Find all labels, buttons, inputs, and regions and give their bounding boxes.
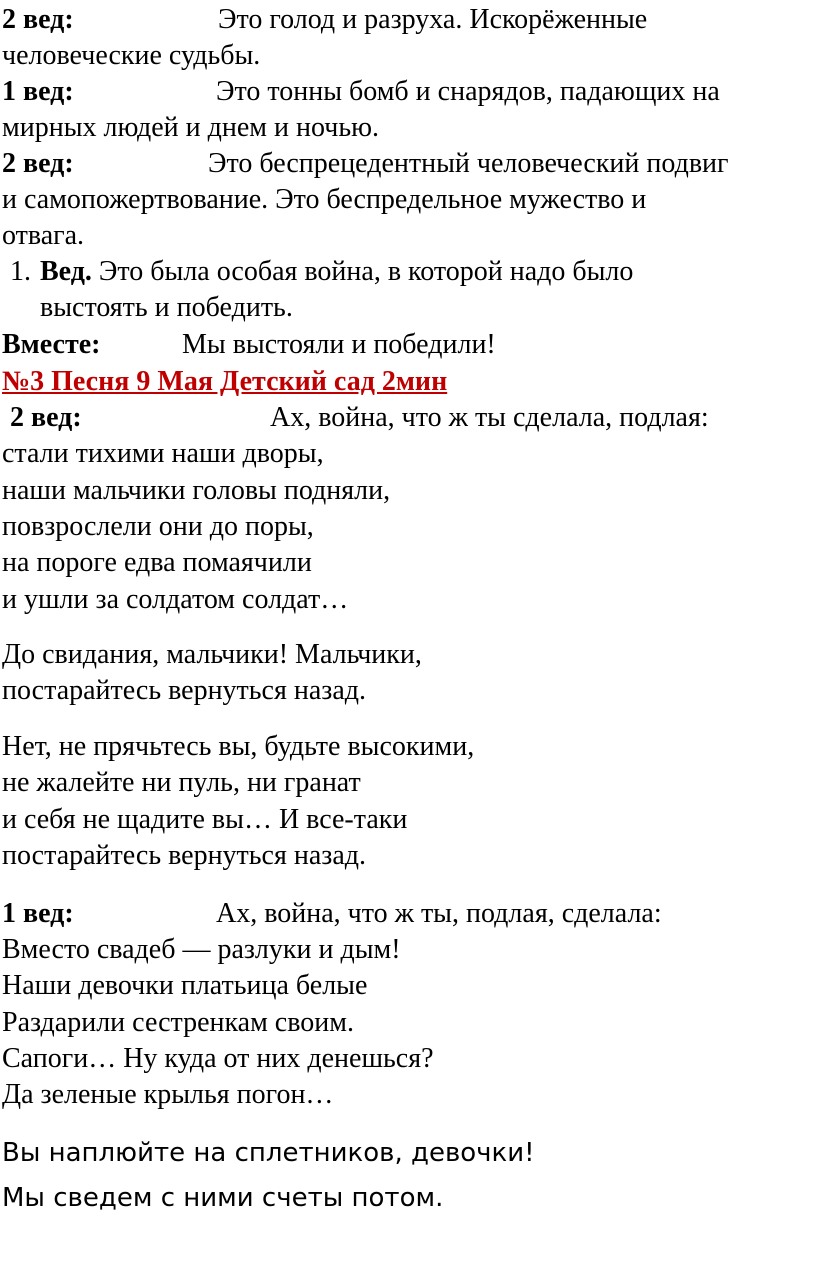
poem-line: Мы сведем с ними счеты потом. (2, 1183, 444, 1213)
poem-line: не жалейте ни пуль, ни гранат (2, 767, 361, 798)
speaker-label: 2 вед: (2, 148, 74, 179)
poem-line: стали тихими наши дворы, (2, 438, 324, 469)
poem-line: Сапоги… Ну куда от них денешься? (2, 1043, 434, 1074)
dialogue-text: Это голод и разруха. Искорёженные (218, 4, 648, 35)
dialogue-text: отвага. (2, 220, 85, 251)
speaker-label: Вместе: (2, 329, 101, 360)
speaker-label: 2 вед: (10, 402, 82, 433)
speaker-label: 2 вед: (2, 4, 74, 35)
poem-line: Вы наплюйте на сплетников, девочки! (2, 1138, 535, 1168)
poem-line: на пороге едва помаячили (2, 547, 312, 578)
dialogue-line (2, 2, 648, 38)
dialogue-text: человеческие судьбы. (2, 40, 261, 71)
poem-line: и ушли за солдатом солдат… (2, 584, 349, 615)
poem-line: постарайтесь вернуться назад. (2, 675, 367, 706)
poem-line: Нет, не прячьтесь вы, будьте высокими, (2, 731, 475, 762)
speaker-label: 1 вед: (2, 898, 74, 929)
dialogue-text: мирных людей и днем и ночью. (2, 112, 380, 143)
poem-line: Вместо свадеб — разлуки и дым! (2, 934, 401, 965)
poem-line: Да зеленые крылья погон… (2, 1079, 334, 1110)
dialogue-text: выстоять и победить. (40, 292, 293, 323)
dialogue-text: Это тонны бомб и снарядов, падающих на (216, 76, 720, 107)
dialogue-line (2, 400, 709, 436)
poem-line: наши мальчики головы подняли, (2, 475, 391, 506)
speaker-label: 1 вед: (2, 76, 74, 107)
song-title: №3 Песня 9 Мая Детский сад 2мин (2, 366, 448, 397)
dialogue-text: Ах, война, что ж ты, подлая, сделала: (216, 898, 662, 929)
numbered-content (40, 254, 633, 290)
dialogue-line (2, 146, 729, 182)
dialogue-text: Это беспрецедентный человеческий подвиг (208, 148, 729, 179)
dialogue-text: Ах, война, что ж ты сделала, подлая: (270, 402, 709, 433)
dialogue-text: Это была особая война, в которой надо было (98, 256, 634, 287)
poem-line: постарайтесь вернуться назад. (2, 840, 367, 871)
poem-line: Раздарили сестренкам своим. (2, 1007, 354, 1038)
poem-line: До свидания, мальчики! Мальчики, (2, 639, 422, 670)
dialogue-text: Мы выстояли и победили! (182, 329, 496, 360)
dialogue-line (2, 327, 496, 363)
dialogue-line (2, 74, 720, 110)
poem-line: и себя не щадите вы… И все-таки (2, 804, 408, 835)
poem-line: повзрослели они до поры, (2, 511, 314, 542)
dialogue-text: и самопожертвование. Это беспредельное мужество и (2, 184, 647, 215)
speaker-label: Вед. (40, 256, 92, 287)
poem-line: Наши девочки платьица белые (2, 970, 368, 1001)
list-number: 1. (10, 256, 31, 287)
dialogue-line (2, 896, 662, 932)
